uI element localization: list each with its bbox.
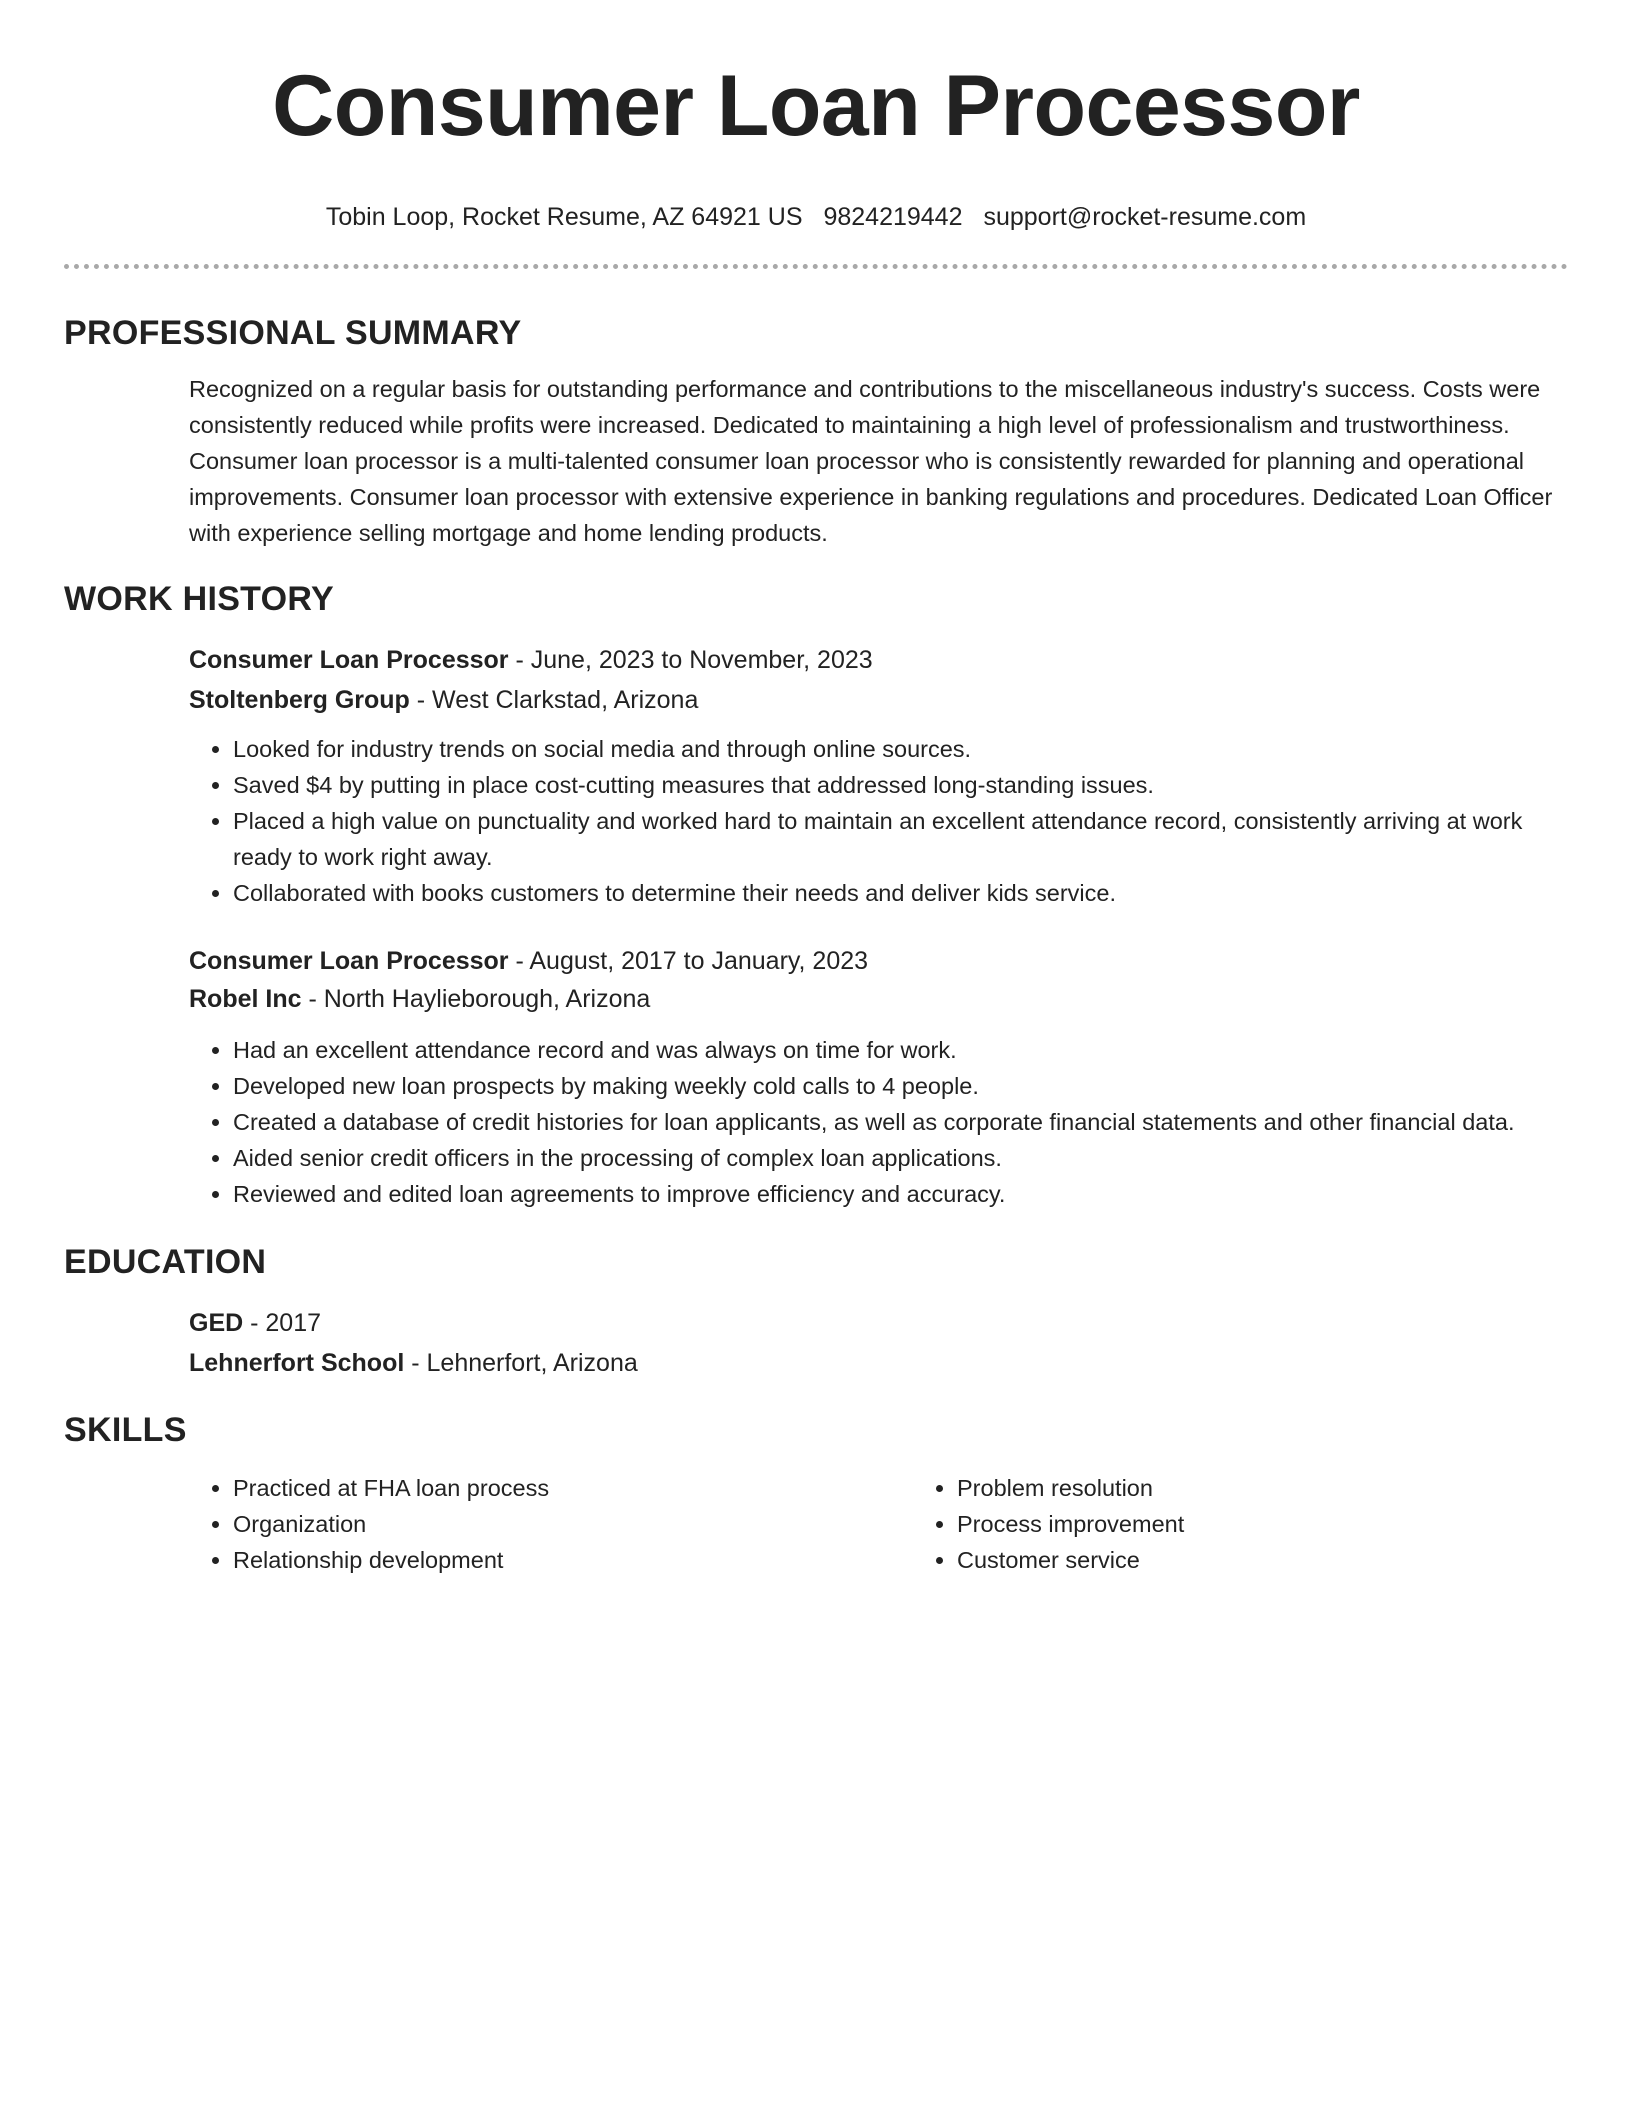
job-duty: • Looked for industry trends on social media and through online sources. [233, 731, 1568, 767]
skill-item: • Customer service [957, 1542, 1632, 1578]
job-title-line [189, 944, 1568, 978]
job-company: Robel Inc [189, 985, 302, 1013]
skill-item: • Relationship development [233, 1542, 913, 1578]
job-duty: • Had an excellent attendance record and was always on time for work. [233, 1032, 1568, 1068]
education-location: - Lehnerfort, Arizona [404, 1349, 638, 1377]
summary-heading: PROFESSIONAL SUMMARY [64, 314, 522, 352]
education-school: Lehnerfort School [189, 1349, 405, 1377]
education-year: - 2017 [243, 1309, 322, 1337]
job-duty: • Placed a high value on punctuality and worked hard to maintain an excellent attendance record, consistently arriving at work ready to work right away. [233, 803, 1568, 875]
job-location: - West Clarkstad, Arizona [409, 686, 699, 714]
work-history-heading: WORK HISTORY [64, 580, 334, 618]
job-dates: - August, 2017 to January, 2023 [508, 947, 869, 975]
education-degree-line [189, 1306, 1568, 1340]
job-duties [189, 1032, 1568, 1212]
job-title-line [189, 643, 1568, 677]
education-degree: GED [189, 1309, 244, 1337]
job-entry [189, 643, 1568, 911]
skill-item: • Organization [233, 1506, 913, 1542]
job-duty: • Reviewed and edited loan agreements to improve efficiency and accuracy. [233, 1176, 1568, 1212]
summary-section [189, 371, 1568, 551]
skills-heading: SKILLS [64, 1411, 187, 1449]
job-duty: • Collaborated with books customers to determine their needs and deliver kids service. [233, 875, 1568, 911]
education-school-line [189, 1346, 1568, 1380]
job-dates: - June, 2023 to November, 2023 [508, 646, 873, 674]
job-duty: • Developed new loan prospects by making weekly cold calls to 4 people. [233, 1068, 1568, 1104]
contact-address: Tobin Loop, Rocket Resume, AZ 64921 US [325, 203, 803, 231]
contact-line [0, 202, 1632, 232]
job-duty: • Created a database of credit histories for loan applicants, as well as corporate financial statements and other financial data. [233, 1104, 1568, 1140]
job-duty: • Saved $4 by putting in place cost-cutting measures that addressed long-standing issues. [233, 767, 1568, 803]
candidate-name: Consumer Loan Processor [272, 58, 1360, 154]
skills-section [189, 1470, 1568, 1578]
skills-list-right [913, 1470, 1632, 1578]
job-location: - North Haylieborough, Arizona [301, 985, 651, 1013]
job-company-line [189, 982, 1568, 1016]
job-entry [189, 944, 1568, 1212]
work-history-section [189, 643, 1568, 1212]
summary-text: Recognized on a regular basis for outstanding performance and contributions to the miscellaneous industry's success. Costs were consistently reduced while profits were increased. Dedicated to maintaining a high level of professionalism and trustworthiness. Consumer loan processor is a multi-talented consumer loan processor who is consistently rewarded for planning and operational improvements. Consumer loan processor with extensive experience in banking regulations and procedures. Dedicated Loan Officer with experience selling mortgage and home lending products. [189, 376, 1553, 546]
skill-item: • Practiced at FHA loan process [233, 1470, 913, 1506]
job-role: Consumer Loan Processor [189, 646, 509, 674]
contact-phone: 9824219442 [823, 203, 963, 231]
header-divider [64, 264, 1568, 269]
skills-list-left [189, 1470, 913, 1578]
education-heading: EDUCATION [64, 1243, 267, 1281]
job-company: Stoltenberg Group [189, 686, 410, 714]
skill-item: • Process improvement [957, 1506, 1632, 1542]
job-duty: • Aided senior credit officers in the processing of complex loan applications. [233, 1140, 1568, 1176]
education-section [189, 1306, 1568, 1380]
job-duties [189, 731, 1568, 911]
contact-email: support@rocket-resume.com [983, 203, 1307, 231]
job-company-line [189, 683, 1568, 717]
job-role: Consumer Loan Processor [189, 947, 509, 975]
skill-item: • Problem resolution [957, 1470, 1632, 1506]
